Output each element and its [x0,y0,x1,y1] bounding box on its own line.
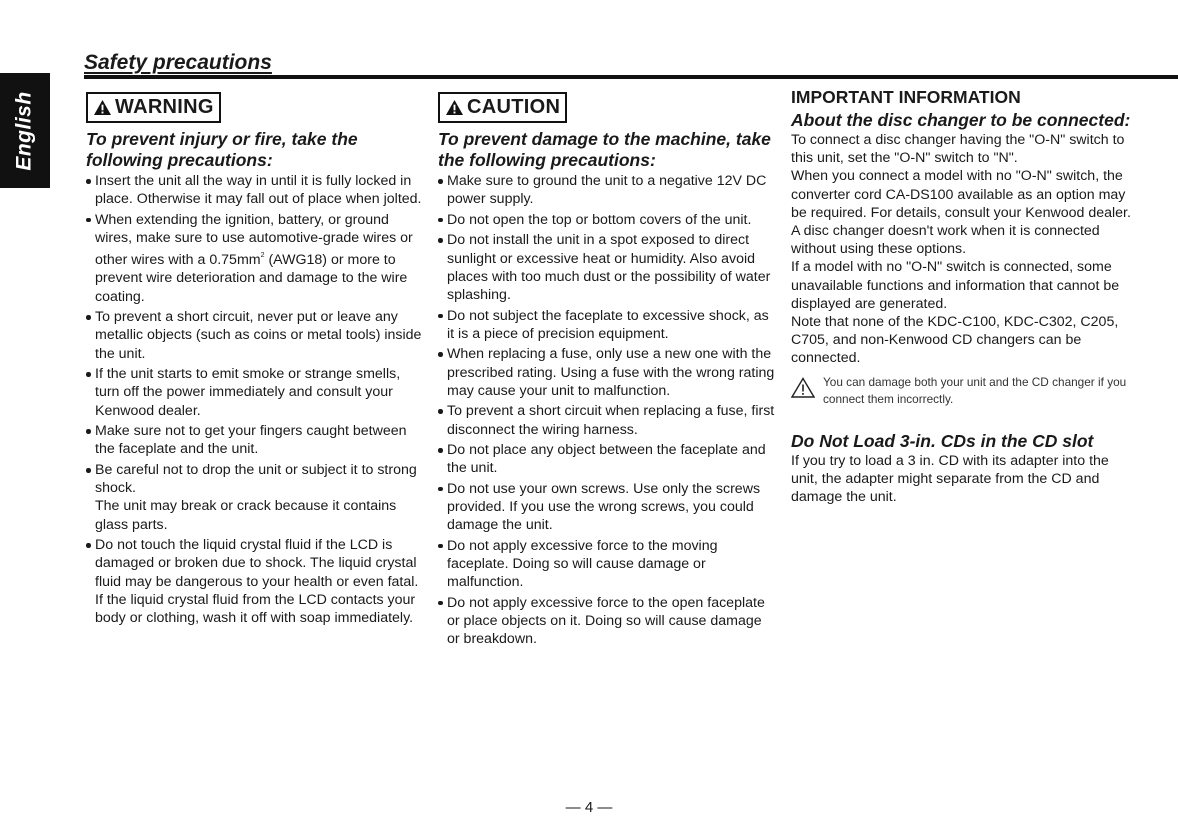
important-info-title: IMPORTANT INFORMATION [791,87,1021,107]
warning-subhead: To prevent injury or fire, take the following precautions: [86,129,358,170]
paragraph: To connect a disc changer having the "O-N" switch to this unit, set the "O-N" switch to "N". [791,132,1125,167]
disc-changer-subhead: About the disc changer to be connected: [791,110,1131,130]
list-item [86,211,422,306]
list-item [86,308,422,363]
paragraph: If a model with no "O-N" switch is connected, some unavailable functions and information that cannot be displayed are generated. [791,259,1120,312]
caution-note-text: You can damage both your unit and the CD changer if you connect them incorrectly. [823,374,1127,406]
list-item-text: If the liquid crystal fluid from the LCD contacts your body or clothing, wash it off with soap immediately. [95,591,416,627]
caution-subhead: To prevent damage to the machine, take the following precautions: [438,129,771,170]
list-item: Do not apply excessive force to the open faceplate or place objects on it. Doing so will cause damage or breakdown. [438,594,776,649]
list-item-text-part: (AWG18) or more to prevent wire deterioration and damage to the wire coating. [95,252,408,305]
list-item: Do not place any object between the faceplate and the unit. [438,441,776,477]
caution-label: CAUTION [467,96,561,118]
language-tab [0,73,50,188]
caution-outline-icon [791,377,815,398]
warning-section [86,92,422,630]
list-item [86,536,422,627]
list-item: Do not install the unit in a spot exposed to direct sunlight or excessive heat or humidity. Also avoid places with too much dust or the possibility of water splashing. [438,231,776,304]
list-item [86,172,422,208]
list-item-text: If the unit starts to emit smoke or strange smells, turn off the power immediately and consult your Kenwood dealer. [95,366,401,419]
page-title: Safety precautions [84,51,272,74]
language-label: English [13,90,36,171]
paragraph: When you connect a model with no "O-N" switch, the converter cord CA-DS100 available as an option may be required. For details, consult your Kenwood dealer. [791,168,1131,221]
title-rule [84,75,1178,79]
caution-note [791,374,1136,408]
list-item-text-part: When extending the ignition, battery, or ground wires, make sure to use automotive-grade wires or other wires with a 0.75mm [95,211,413,269]
warning-list [86,172,422,627]
important-info-section [791,87,1136,506]
list-item [86,422,422,458]
cd-slot-text: If you try to load a 3 in. CD with its adapter into the unit, the adapter might separate from the CD and damage the unit. [791,452,1109,506]
cd-slot-title: Do Not Load 3-in. CDs in the CD slot [791,430,1094,451]
list-item-text: Do not touch the liquid crystal fluid if the LCD is damaged or broken due to shock. The liquid crystal fluid may be dangerous to your health or even fatal. [95,537,419,590]
list-item: Do not subject the faceplate to excessive shock, as it is a piece of precision equipment. [438,307,776,343]
cd-slot-section [791,431,1136,507]
list-item: Do not use your own screws. Use only the screws provided. If you use the wrong screws, you could damage the unit. [438,480,776,535]
superscript: 2 [260,252,265,260]
list-item: Do not open the top or bottom covers of the unit. [438,211,776,229]
list-item [86,461,422,534]
list-item-text: Make sure not to get your fingers caught between the faceplate and the unit. [95,423,407,458]
list-item: To prevent a short circuit when replacing a fuse, first disconnect the wiring harness. [438,402,776,438]
list-item [86,365,422,420]
list-item: Do not apply excessive force to the moving faceplate. Doing so will cause damage or malfunction. [438,537,776,592]
list-item-text [95,211,422,306]
list-item: Make sure to ground the unit to a negative 12V DC power supply. [438,172,776,208]
caution-section [438,92,776,651]
list-item-text: To prevent a short circuit, never put or leave any metallic objects (such as coins or metal tools) inside the unit. [95,309,422,362]
list-item-text: Be careful not to drop the unit or subject it to strong shock. [95,462,417,497]
caution-heading [438,92,567,123]
page-number: — 4 — [565,799,613,816]
paragraph: A disc changer doesn't work when it is connected without using these options. [791,223,1100,258]
warning-triangle-icon [93,99,112,116]
list-item-text: The unit may break or crack because it contains glass parts. [95,498,397,533]
caution-list [438,172,776,649]
caution-triangle-icon [445,99,464,116]
list-item-text: Insert the unit all the way in until it is fully locked in place. Otherwise it may fall out of place when jolted. [95,173,422,208]
warning-label: WARNING [115,96,214,118]
warning-heading [86,92,221,123]
list-item: When replacing a fuse, only use a new one with the prescribed rating. Using a fuse with the wrong rating may cause your unit to malfunction. [438,345,776,400]
paragraph: Note that none of the KDC-C100, KDC-C302, C205, C705, and non-Kenwood CD changers can be connected. [791,314,1119,367]
